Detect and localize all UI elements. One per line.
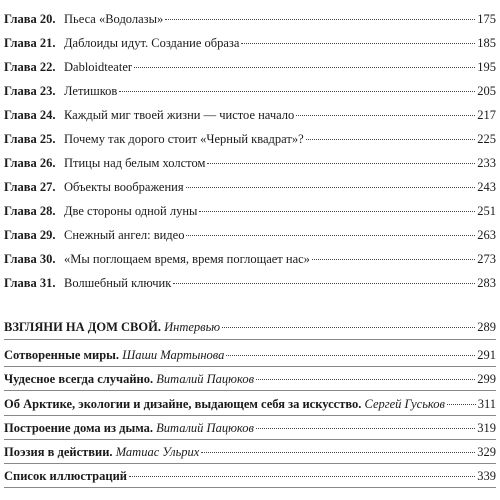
- page-number: 319: [477, 421, 496, 435]
- section-title: [4, 348, 224, 362]
- toc-entry-chapter-25: [4, 132, 496, 146]
- page-number: 263: [477, 228, 496, 242]
- dot-leader: [312, 259, 475, 260]
- page-number: 243: [477, 180, 496, 194]
- chapter-title: Пьеса «Водолазы»: [64, 12, 164, 26]
- chapter-number: Глава 30.: [4, 252, 56, 266]
- chapter-number: Глава 24.: [4, 108, 56, 122]
- chapter-number: Глава 31.: [4, 276, 56, 290]
- toc-entry-chapter-23: [4, 84, 496, 98]
- chapter-title: Птицы над белым холстом: [64, 156, 206, 170]
- section-title: [4, 320, 220, 334]
- chapter-title: Волшебный ключик: [64, 276, 172, 290]
- dot-leader: [165, 19, 475, 20]
- section-divider: [4, 366, 496, 367]
- chapter-number: Глава 22.: [4, 60, 56, 74]
- section-author: Интервью: [164, 320, 221, 334]
- page-number: 311: [477, 397, 496, 411]
- dot-leader: [186, 235, 475, 236]
- chapter-number: Глава 21.: [4, 36, 56, 50]
- chapter-number: Глава 26.: [4, 156, 56, 170]
- section-heading: Построение дома из дыма.: [4, 421, 154, 435]
- section-author: Сергей Гуськов: [364, 397, 445, 411]
- toc-entry-section-4: [4, 421, 496, 435]
- section-heading: ВЗГЛЯНИ НА ДОМ СВОЙ.: [4, 320, 161, 334]
- chapter-number: Глава 20.: [4, 12, 56, 26]
- toc-entry-section-1: [4, 348, 496, 362]
- section-title: [4, 469, 127, 483]
- section-title: [4, 397, 445, 411]
- dot-leader: [186, 187, 476, 188]
- dot-leader: [119, 91, 475, 92]
- toc-entry-chapter-24: [4, 108, 496, 122]
- toc-entry-chapter-22: [4, 60, 496, 74]
- page-number: 339: [477, 469, 496, 483]
- chapter-title: Две стороны одной луны: [64, 204, 198, 218]
- chapter-title: Объекты воображения: [64, 180, 184, 194]
- page-number: 185: [477, 36, 496, 50]
- toc-entry-interview: [4, 320, 496, 334]
- page-number: 289: [477, 320, 496, 334]
- chapter-number: Глава 27.: [4, 180, 56, 194]
- dot-leader: [226, 355, 475, 356]
- toc-entry-chapter-29: [4, 228, 496, 242]
- section-heading: Список иллюстраций: [4, 469, 127, 483]
- section-author: Виталий Пацюков: [156, 421, 254, 435]
- section-author: Матиас Ульрих: [115, 445, 200, 459]
- page-number: 329: [477, 445, 496, 459]
- page-number: 175: [477, 12, 496, 26]
- section-author: Виталий Пацюков: [156, 372, 255, 386]
- section-heading: Чудесное всегда случайно.: [4, 372, 154, 386]
- chapter-title: Даблоиды идут. Создание образа: [64, 36, 240, 50]
- dot-leader: [241, 43, 475, 44]
- toc-entry-chapter-20: [4, 12, 496, 26]
- dot-leader: [201, 452, 475, 453]
- section-title: [4, 421, 254, 435]
- chapter-title: Летишков: [64, 84, 118, 98]
- toc-entry-chapter-26: [4, 156, 496, 170]
- page-number: 195: [477, 60, 496, 74]
- toc-entry-section-6: [4, 469, 496, 483]
- section-heading: Сотворенные миры.: [4, 348, 120, 362]
- dot-leader: [222, 327, 475, 328]
- dot-leader: [207, 163, 475, 164]
- dot-leader: [134, 67, 475, 68]
- section-divider: [4, 390, 496, 391]
- chapter-title: «Мы поглощаем время, время поглощает нас»: [64, 252, 310, 266]
- section-divider: [4, 463, 496, 464]
- dot-leader: [447, 404, 476, 405]
- section-divider: [4, 415, 496, 416]
- page-number: 283: [477, 276, 496, 290]
- section-heading: Об Арктике, экологии и дизайне, выдающем себя за искусство.: [4, 397, 362, 411]
- toc-entry-chapter-21: [4, 36, 496, 50]
- chapter-title: Снежный ангел: видео: [64, 228, 185, 242]
- page-number: 299: [477, 372, 496, 386]
- chapter-number: Глава 25.: [4, 132, 56, 146]
- page-number: 225: [477, 132, 496, 146]
- chapter-number: Глава 28.: [4, 204, 56, 218]
- section-heading: Поэзия в действии.: [4, 445, 113, 459]
- section-title: [4, 445, 199, 459]
- chapter-title: Почему так дорого стоит «Черный квадрат»?: [64, 132, 304, 146]
- page-number: 205: [477, 84, 496, 98]
- toc-entry-chapter-28: [4, 204, 496, 218]
- dot-leader: [296, 115, 475, 116]
- toc-entry-section-2: [4, 372, 496, 386]
- toc-entry-section-5: [4, 445, 496, 459]
- section-divider: [4, 339, 496, 340]
- dot-leader: [306, 139, 476, 140]
- chapter-number: Глава 23.: [4, 84, 56, 98]
- section-author: Шаши Мартынова: [122, 348, 225, 362]
- section-title: [4, 372, 254, 386]
- dot-leader: [256, 428, 475, 429]
- chapter-title: Каждый миг твоей жизни — чистое начало: [64, 108, 295, 122]
- page-number: 233: [477, 156, 496, 170]
- toc-entry-section-3: [4, 397, 496, 411]
- chapter-title: Dabloidteater: [64, 60, 133, 74]
- page-number: 273: [477, 252, 496, 266]
- toc-entry-chapter-31: [4, 276, 496, 290]
- page-number: 217: [477, 108, 496, 122]
- toc-entry-chapter-27: [4, 180, 496, 194]
- section-divider: [4, 487, 496, 488]
- dot-leader: [129, 476, 475, 477]
- dot-leader: [199, 211, 475, 212]
- dot-leader: [256, 379, 475, 380]
- dot-leader: [173, 283, 475, 284]
- page-number: 251: [477, 204, 496, 218]
- page-number: 291: [477, 348, 496, 362]
- chapter-number: Глава 29.: [4, 228, 56, 242]
- section-divider: [4, 439, 496, 440]
- toc-entry-chapter-30: [4, 252, 496, 266]
